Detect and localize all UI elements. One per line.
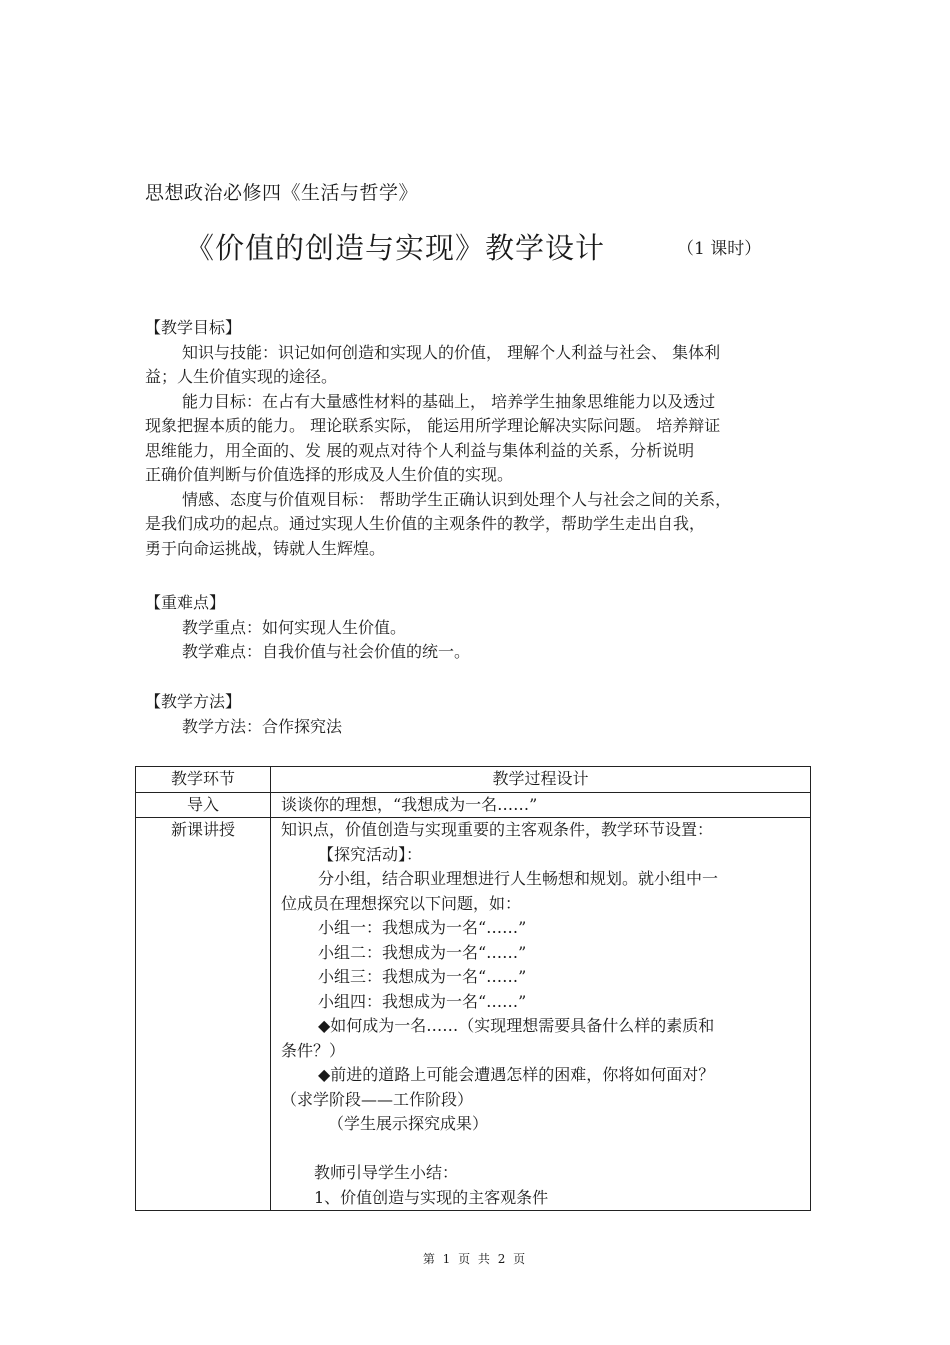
objective-line: 能力目标：在占有大量感性材料的基础上， 培养学生抽象思维能力以及透过 (182, 391, 716, 411)
title-row (185, 226, 805, 266)
process-line: （学生展示探究成果） (328, 1114, 489, 1133)
teaching-difficulty: 教学难点：自我价值与社会价值的统一。 (182, 642, 471, 661)
process-cell: 谈谈你的理想，“我想成为一名……” (271, 792, 811, 818)
process-line: ◆前进的道路上可能会遭遇怎样的困难，你将如何面对？ (318, 1065, 715, 1084)
objective-line: 勇于向命运挑战，铸就人生辉煌。 (145, 538, 386, 558)
objective-line: 是我们成功的起点。通过实现人生价值的主观条件的教学，帮助学生走出自我， (145, 514, 706, 533)
process-line: 位成员在理想探究以下问题，如： (281, 893, 522, 913)
objective-line: 情感、态度与价值观目标： 帮助学生正确认识到处理个人与社会之间的关系， (182, 489, 732, 509)
teaching-method: 教学方法：合作探究法 (182, 716, 343, 736)
process-line: 小组二：我想成为一名“……” (318, 942, 527, 962)
process-line: 小组三：我想成为一名“……” (318, 967, 527, 986)
table-header-row (136, 767, 811, 793)
table-header-cell: 教学过程设计 (271, 767, 811, 793)
stage-cell: 导入 (136, 792, 271, 818)
methods-heading: 【教学方法】 (145, 692, 242, 711)
process-line: 分小组，结合职业理想进行人生畅想和规划。就小组中一 (318, 869, 719, 888)
teaching-focus: 教学重点：如何实现人生价值。 (182, 617, 407, 637)
objective-line: 知识与技能：识记如何创造和实现人的价值， 理解个人利益与社会、 集体利 (182, 342, 721, 362)
page-footer: 第 1 页 共 2 页 (422, 1252, 528, 1266)
process-line: 小组一：我想成为一名“……” (318, 918, 527, 937)
process-line: ◆如何成为一名……（实现理想需要具备什么样的素质和 (318, 1016, 715, 1035)
methods-section (145, 690, 810, 739)
objectives-section (145, 316, 810, 561)
table-header-cell: 教学环节 (136, 767, 271, 793)
process-line: （求学阶段——工作阶段） (281, 1089, 474, 1109)
table-row (136, 818, 811, 1211)
objective-line: 现象把握本质的能力。 理论联系实际， 能运用所学理论解决实际问题。 培养辩证 (145, 416, 721, 435)
table-row (136, 792, 811, 818)
objectives-heading: 【教学目标】 (145, 318, 242, 337)
keypoints-heading: 【重难点】 (145, 593, 226, 612)
process-line: 1、价值创造与实现的主客观条件 (314, 1187, 549, 1207)
lesson-period: （1 课时） (677, 239, 762, 259)
process-line: 教师引导学生小结： (314, 1163, 459, 1182)
process-line: 小组四：我想成为一名“……” (318, 991, 527, 1011)
keypoints-section (145, 591, 810, 665)
teaching-process-table (135, 766, 811, 1211)
course-subtitle: 思想政治必修四《生活与哲学》 (145, 182, 419, 204)
process-line: 【探究活动】： (318, 844, 423, 864)
stage-cell: 新课讲授 (136, 818, 271, 1211)
process-line: 知识点，价值创造与实现重要的主客观条件，教学环节设置： (281, 820, 714, 839)
objective-line: 益；人生价值实现的途径。 (145, 367, 338, 386)
blank-line (271, 1137, 810, 1162)
objective-line: 思维能力，用全面的、发 展的观点对待个人利益与集体利益的关系，分析说明 (145, 440, 695, 460)
process-line: 条件？） (281, 1040, 346, 1060)
objective-line: 正确价值判断与价值选择的形成及人生价值的实现。 (145, 465, 514, 484)
process-cell (271, 818, 811, 1211)
document-title: 《价值的创造与实现》教学设计 (185, 231, 606, 265)
